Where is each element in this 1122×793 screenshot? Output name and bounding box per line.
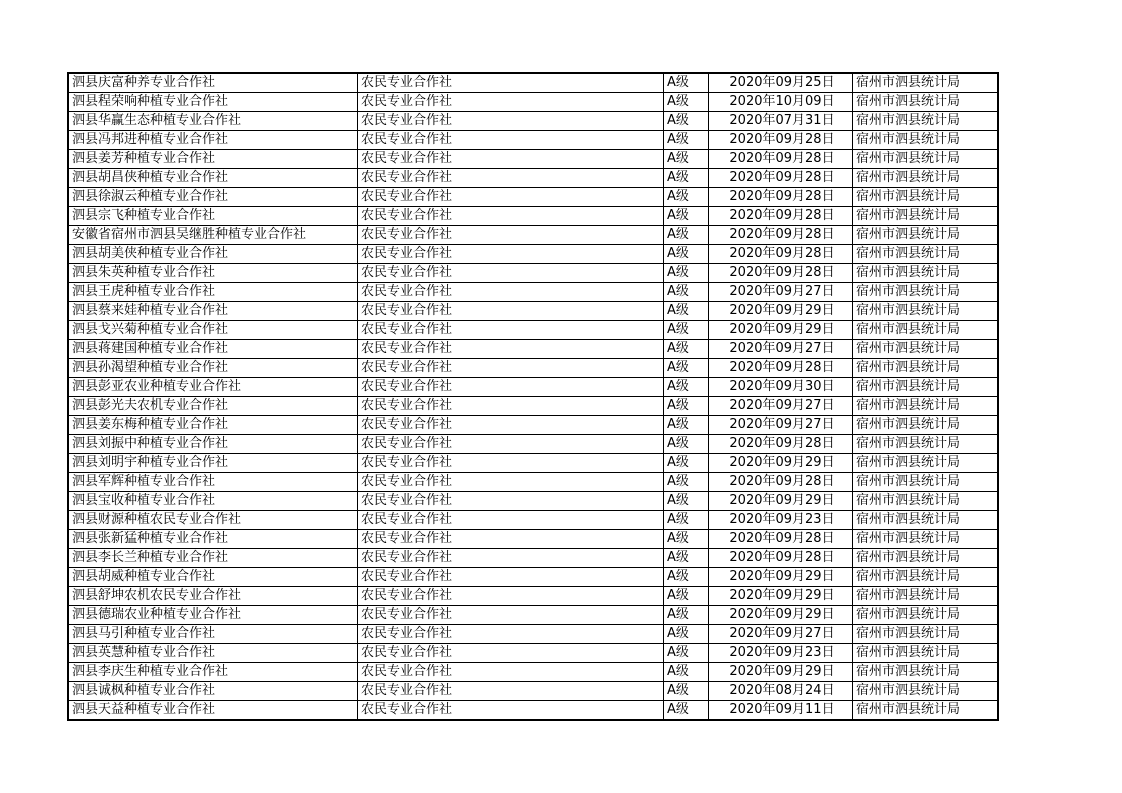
issuing-authority-cell: 宿州市泗县统计局 [853,492,999,511]
date-cell: 2020年09月29日 [709,568,853,587]
entity-type-cell: 农民专业合作社 [358,73,664,93]
entity-type-cell: 农民专业合作社 [358,321,664,340]
cooperative-name-cell: 泗县胡昌侠种植专业合作社 [68,169,358,188]
entity-type-cell: 农民专业合作社 [358,207,664,226]
cooperative-table [67,72,999,721]
date-cell: 2020年09月28日 [709,435,853,454]
cooperative-name-cell: 泗县程荣响种植专业合作社 [68,93,358,112]
issuing-authority-cell: 宿州市泗县统计局 [853,682,999,701]
table-row [68,226,998,245]
table-row [68,264,998,283]
grade-cell: A级 [664,207,709,226]
table-row [68,131,998,150]
date-cell: 2020年09月11日 [709,701,853,721]
date-cell: 2020年09月28日 [709,169,853,188]
date-cell: 2020年09月28日 [709,131,853,150]
issuing-authority-cell: 宿州市泗县统计局 [853,397,999,416]
cooperative-name-cell: 泗县军辉种植专业合作社 [68,473,358,492]
date-cell: 2020年09月28日 [709,359,853,378]
cooperative-name-cell: 泗县刘明宇种植专业合作社 [68,454,358,473]
table-row [68,207,998,226]
table-row [68,150,998,169]
entity-type-cell: 农民专业合作社 [358,245,664,264]
table-row [68,321,998,340]
cooperative-name-cell: 泗县胡威种植专业合作社 [68,568,358,587]
table-row [68,625,998,644]
cooperative-name-cell: 泗县天益种植专业合作社 [68,701,358,721]
issuing-authority-cell: 宿州市泗县统计局 [853,644,999,663]
cooperative-name-cell: 泗县彭亚农业种植专业合作社 [68,378,358,397]
table-row [68,359,998,378]
date-cell: 2020年09月29日 [709,454,853,473]
entity-type-cell: 农民专业合作社 [358,435,664,454]
table-row [68,302,998,321]
table-row [68,73,998,93]
issuing-authority-cell: 宿州市泗县统计局 [853,701,999,721]
grade-cell: A级 [664,701,709,721]
grade-cell: A级 [664,321,709,340]
entity-type-cell: 农民专业合作社 [358,416,664,435]
cooperative-name-cell: 泗县庆富种养专业合作社 [68,73,358,93]
issuing-authority-cell: 宿州市泗县统计局 [853,226,999,245]
grade-cell: A级 [664,435,709,454]
cooperative-name-cell: 泗县刘振中种植专业合作社 [68,435,358,454]
grade-cell: A级 [664,264,709,283]
cooperative-name-cell: 泗县胡美侠种植专业合作社 [68,245,358,264]
cooperative-name-cell: 泗县德瑞农业种植专业合作社 [68,606,358,625]
grade-cell: A级 [664,568,709,587]
table-row [68,397,998,416]
cooperative-name-cell: 泗县朱英种植专业合作社 [68,264,358,283]
cooperative-name-cell: 泗县马引种植专业合作社 [68,625,358,644]
issuing-authority-cell: 宿州市泗县统计局 [853,549,999,568]
entity-type-cell: 农民专业合作社 [358,302,664,321]
cooperative-name-cell: 泗县诚枫种植专业合作社 [68,682,358,701]
cooperative-name-cell: 泗县徐淑云种植专业合作社 [68,188,358,207]
cooperative-name-cell: 泗县张新猛种植专业合作社 [68,530,358,549]
grade-cell: A级 [664,93,709,112]
date-cell: 2020年09月27日 [709,283,853,302]
grade-cell: A级 [664,169,709,188]
entity-type-cell: 农民专业合作社 [358,625,664,644]
issuing-authority-cell: 宿州市泗县统计局 [853,606,999,625]
entity-type-cell: 农民专业合作社 [358,492,664,511]
grade-cell: A级 [664,245,709,264]
cooperative-name-cell: 泗县英慧种植专业合作社 [68,644,358,663]
entity-type-cell: 农民专业合作社 [358,188,664,207]
grade-cell: A级 [664,492,709,511]
cooperative-name-cell: 泗县华赢生态种植专业合作社 [68,112,358,131]
entity-type-cell: 农民专业合作社 [358,169,664,188]
entity-type-cell: 农民专业合作社 [358,473,664,492]
entity-type-cell: 农民专业合作社 [358,150,664,169]
entity-type-cell: 农民专业合作社 [358,131,664,150]
grade-cell: A级 [664,131,709,150]
issuing-authority-cell: 宿州市泗县统计局 [853,207,999,226]
table-row [68,378,998,397]
grade-cell: A级 [664,416,709,435]
grade-cell: A级 [664,112,709,131]
grade-cell: A级 [664,359,709,378]
entity-type-cell: 农民专业合作社 [358,568,664,587]
cooperative-name-cell: 泗县蒋建国种植专业合作社 [68,340,358,359]
table-row [68,169,998,188]
cooperative-name-cell: 泗县孙渴望种植专业合作社 [68,359,358,378]
issuing-authority-cell: 宿州市泗县统计局 [853,73,999,93]
table-row [68,663,998,682]
cooperative-name-cell: 泗县蔡来娃种植专业合作社 [68,302,358,321]
grade-cell: A级 [664,454,709,473]
date-cell: 2020年09月29日 [709,606,853,625]
grade-cell: A级 [664,625,709,644]
table-row [68,340,998,359]
date-cell: 2020年09月27日 [709,416,853,435]
issuing-authority-cell: 宿州市泗县统计局 [853,340,999,359]
cooperative-name-cell: 泗县李庆生种植专业合作社 [68,663,358,682]
table-row [68,283,998,302]
issuing-authority-cell: 宿州市泗县统计局 [853,150,999,169]
entity-type-cell: 农民专业合作社 [358,663,664,682]
date-cell: 2020年09月30日 [709,378,853,397]
table-row [68,511,998,530]
date-cell: 2020年09月28日 [709,188,853,207]
entity-type-cell: 农民专业合作社 [358,359,664,378]
table-row [68,188,998,207]
issuing-authority-cell: 宿州市泗县统计局 [853,663,999,682]
table-row [68,644,998,663]
grade-cell: A级 [664,606,709,625]
issuing-authority-cell: 宿州市泗县统计局 [853,530,999,549]
table-row [68,682,998,701]
cooperative-name-cell: 泗县冯邦进种植专业合作社 [68,131,358,150]
date-cell: 2020年09月27日 [709,625,853,644]
issuing-authority-cell: 宿州市泗县统计局 [853,245,999,264]
date-cell: 2020年09月29日 [709,321,853,340]
date-cell: 2020年09月27日 [709,340,853,359]
table-row [68,530,998,549]
table-row [68,112,998,131]
table-row [68,549,998,568]
date-cell: 2020年09月29日 [709,663,853,682]
grade-cell: A级 [664,587,709,606]
grade-cell: A级 [664,73,709,93]
issuing-authority-cell: 宿州市泗县统计局 [853,302,999,321]
table-row [68,245,998,264]
issuing-authority-cell: 宿州市泗县统计局 [853,321,999,340]
issuing-authority-cell: 宿州市泗县统计局 [853,359,999,378]
issuing-authority-cell: 宿州市泗县统计局 [853,435,999,454]
date-cell: 2020年09月28日 [709,530,853,549]
issuing-authority-cell: 宿州市泗县统计局 [853,131,999,150]
issuing-authority-cell: 宿州市泗县统计局 [853,473,999,492]
issuing-authority-cell: 宿州市泗县统计局 [853,416,999,435]
date-cell: 2020年09月23日 [709,644,853,663]
cooperative-name-cell: 泗县李长兰种植专业合作社 [68,549,358,568]
cooperative-name-cell: 安徽省宿州市泗县吴继胜种植专业合作社 [68,226,358,245]
entity-type-cell: 农民专业合作社 [358,644,664,663]
entity-type-cell: 农民专业合作社 [358,511,664,530]
date-cell: 2020年09月25日 [709,73,853,93]
entity-type-cell: 农民专业合作社 [358,93,664,112]
date-cell: 2020年09月27日 [709,397,853,416]
entity-type-cell: 农民专业合作社 [358,606,664,625]
grade-cell: A级 [664,302,709,321]
grade-cell: A级 [664,378,709,397]
entity-type-cell: 农民专业合作社 [358,454,664,473]
issuing-authority-cell: 宿州市泗县统计局 [853,169,999,188]
grade-cell: A级 [664,549,709,568]
issuing-authority-cell: 宿州市泗县统计局 [853,625,999,644]
table-body [68,73,998,720]
issuing-authority-cell: 宿州市泗县统计局 [853,378,999,397]
entity-type-cell: 农民专业合作社 [358,397,664,416]
cooperative-name-cell: 泗县彭光夫农机专业合作社 [68,397,358,416]
date-cell: 2020年09月28日 [709,264,853,283]
table-row [68,416,998,435]
grade-cell: A级 [664,663,709,682]
date-cell: 2020年09月28日 [709,473,853,492]
cooperative-name-cell: 泗县宝收种植专业合作社 [68,492,358,511]
grade-cell: A级 [664,188,709,207]
cooperative-name-cell: 泗县姜芳种植专业合作社 [68,150,358,169]
entity-type-cell: 农民专业合作社 [358,378,664,397]
grade-cell: A级 [664,226,709,245]
issuing-authority-cell: 宿州市泗县统计局 [853,511,999,530]
table-row [68,435,998,454]
table-row [68,587,998,606]
date-cell: 2020年09月28日 [709,226,853,245]
entity-type-cell: 农民专业合作社 [358,587,664,606]
grade-cell: A级 [664,511,709,530]
entity-type-cell: 农民专业合作社 [358,530,664,549]
entity-type-cell: 农民专业合作社 [358,226,664,245]
table-row [68,454,998,473]
date-cell: 2020年09月28日 [709,549,853,568]
table-row [68,492,998,511]
entity-type-cell: 农民专业合作社 [358,264,664,283]
date-cell: 2020年09月29日 [709,492,853,511]
date-cell: 2020年09月28日 [709,150,853,169]
issuing-authority-cell: 宿州市泗县统计局 [853,568,999,587]
grade-cell: A级 [664,682,709,701]
date-cell: 2020年09月28日 [709,207,853,226]
grade-cell: A级 [664,644,709,663]
cooperative-name-cell: 泗县王虎种植专业合作社 [68,283,358,302]
entity-type-cell: 农民专业合作社 [358,283,664,302]
entity-type-cell: 农民专业合作社 [358,340,664,359]
cooperative-name-cell: 泗县姜东梅种植专业合作社 [68,416,358,435]
date-cell: 2020年07月31日 [709,112,853,131]
date-cell: 2020年08月24日 [709,682,853,701]
date-cell: 2020年09月29日 [709,302,853,321]
grade-cell: A级 [664,473,709,492]
date-cell: 2020年09月28日 [709,245,853,264]
cooperative-name-cell: 泗县宗飞种植专业合作社 [68,207,358,226]
issuing-authority-cell: 宿州市泗县统计局 [853,188,999,207]
entity-type-cell: 农民专业合作社 [358,701,664,721]
entity-type-cell: 农民专业合作社 [358,549,664,568]
table-row [68,701,998,721]
issuing-authority-cell: 宿州市泗县统计局 [853,93,999,112]
issuing-authority-cell: 宿州市泗县统计局 [853,587,999,606]
table-row [68,606,998,625]
cooperative-name-cell: 泗县财源种植农民专业合作社 [68,511,358,530]
table-row [68,473,998,492]
table-row [68,93,998,112]
issuing-authority-cell: 宿州市泗县统计局 [853,112,999,131]
table-row [68,568,998,587]
grade-cell: A级 [664,530,709,549]
date-cell: 2020年10月09日 [709,93,853,112]
grade-cell: A级 [664,283,709,302]
entity-type-cell: 农民专业合作社 [358,112,664,131]
issuing-authority-cell: 宿州市泗县统计局 [853,283,999,302]
date-cell: 2020年09月23日 [709,511,853,530]
issuing-authority-cell: 宿州市泗县统计局 [853,264,999,283]
grade-cell: A级 [664,150,709,169]
grade-cell: A级 [664,397,709,416]
issuing-authority-cell: 宿州市泗县统计局 [853,454,999,473]
date-cell: 2020年09月29日 [709,587,853,606]
entity-type-cell: 农民专业合作社 [358,682,664,701]
grade-cell: A级 [664,340,709,359]
cooperative-name-cell: 泗县舒坤农机农民专业合作社 [68,587,358,606]
cooperative-name-cell: 泗县戈兴菊种植专业合作社 [68,321,358,340]
